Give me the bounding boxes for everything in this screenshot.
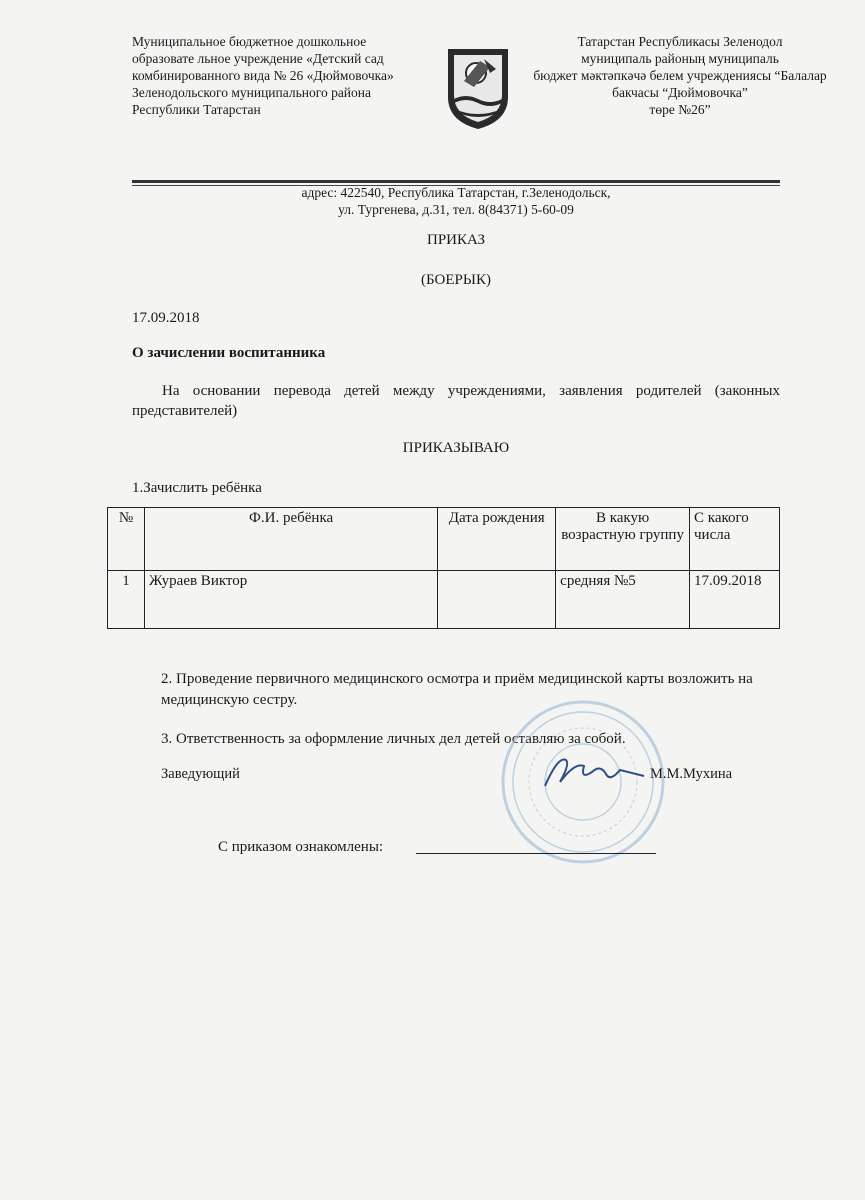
document-subject: О зачислении воспитанника bbox=[132, 345, 326, 361]
cell-group: средняя №5 bbox=[556, 571, 690, 629]
table-header-row bbox=[108, 508, 780, 571]
head-title-label: Заведующий bbox=[161, 766, 240, 782]
acknowledgement-signature-line bbox=[416, 853, 656, 854]
cell-name: Жураев Виктор bbox=[144, 571, 437, 629]
address-line: адрес: 422540, Республика Татарстан, г.Зеленодольск, bbox=[301, 185, 611, 200]
document-date: 17.09.2018 bbox=[132, 310, 200, 326]
col-header-group: В какую возрастную группу bbox=[556, 508, 690, 571]
col-header-from-date: С какого числа bbox=[690, 508, 780, 571]
document-title: ПРИКАЗ bbox=[427, 232, 485, 248]
cell-number: 1 bbox=[108, 571, 145, 629]
signature-icon bbox=[540, 752, 650, 792]
header-right-block bbox=[520, 33, 840, 118]
coat-of-arms-icon bbox=[446, 47, 510, 131]
acknowledgement-label: С приказом ознакомлены: bbox=[218, 839, 384, 855]
header-left-block bbox=[132, 33, 432, 118]
header-right-line: Татарстан Республикасы Зеленодол bbox=[577, 34, 783, 49]
header-left-line: Муниципальное бюджетное дошкольное bbox=[132, 34, 367, 49]
header-right-line: төре №26” bbox=[649, 102, 711, 117]
document-subtitle: (БОЕРЫК) bbox=[421, 272, 491, 288]
item-2: 2. Проведение первичного медицинского осмотра и приём медицинской карты возложить на медицинскую сестру. bbox=[161, 671, 753, 708]
cell-from-date: 17.09.2018 bbox=[690, 571, 780, 629]
header-left-line: комбинированного вида № 26 «Дюймовочка» bbox=[132, 68, 394, 83]
item-1: 1.Зачислить ребёнка bbox=[132, 480, 262, 496]
order-word: ПРИКАЗЫВАЮ bbox=[402, 440, 510, 456]
col-header-name: Ф.И. ребёнка bbox=[144, 508, 437, 571]
basis-paragraph: На основании перевода детей между учреждениями, заявления родителей (законных представителей) bbox=[132, 383, 780, 419]
header-right-line: муниципаль районың муниципаль bbox=[581, 51, 779, 66]
header-left-line: образовате льное учреждение «Детский сад bbox=[132, 51, 384, 66]
header-right-line: бакчасы “Дюймовочка” bbox=[612, 85, 748, 100]
address-block bbox=[132, 184, 780, 218]
head-name: М.М.Мухина bbox=[650, 766, 733, 782]
col-header-number: № bbox=[108, 508, 145, 571]
header-left-line: Республики Татарстан bbox=[132, 102, 261, 117]
header-right-line: бюджет мәктәпкәчә белем учреждениясы “Балалар bbox=[533, 68, 827, 83]
cell-birthdate bbox=[438, 571, 556, 629]
header-left-line: Зеленодольского муниципального района bbox=[132, 85, 371, 100]
header-divider-thick bbox=[132, 180, 780, 183]
col-header-birthdate: Дата рождения bbox=[438, 508, 556, 571]
address-line: ул. Тургенева, д.31, тел. 8(84371) 5-60-09 bbox=[338, 202, 574, 217]
children-table bbox=[107, 507, 780, 629]
table-row bbox=[108, 571, 780, 629]
item-3: 3. Ответственность за оформление личных дел детей оставляю за собой. bbox=[161, 731, 626, 747]
